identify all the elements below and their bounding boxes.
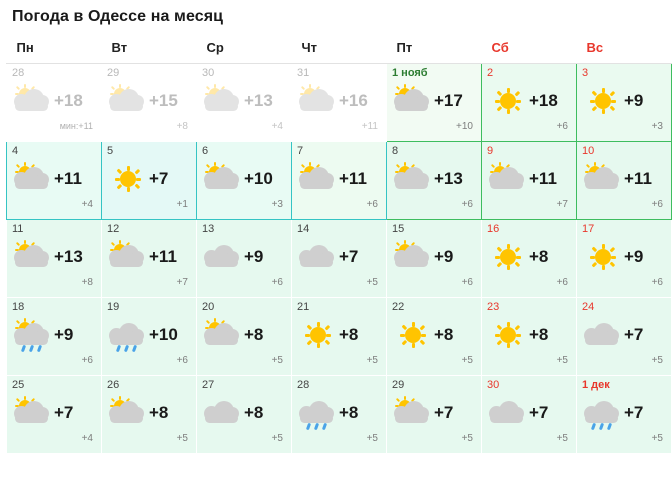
day-number: 24 xyxy=(582,301,595,313)
day-max-temp: +11 xyxy=(529,169,557,188)
page-title: Погода в Одессе на месяц xyxy=(12,8,224,25)
calendar-day-cell[interactable] xyxy=(102,142,197,220)
day-min-temp: +5 xyxy=(651,433,663,444)
day-number: 8 xyxy=(392,145,399,157)
day-max-temp: +13 xyxy=(434,169,463,188)
cloud-icon xyxy=(202,238,242,276)
weekday-header-5: Сб xyxy=(482,32,577,64)
calendar-day-cell[interactable] xyxy=(102,376,197,454)
sun-cloud-icon xyxy=(12,82,52,120)
day-max-temp: +8 xyxy=(529,325,549,344)
day-weather xyxy=(487,237,572,277)
weekday-header-6: Вс xyxy=(577,32,672,64)
calendar-day-cell[interactable] xyxy=(387,298,482,376)
day-number: 20 xyxy=(202,301,215,313)
calendar-day-cell[interactable] xyxy=(7,64,102,142)
day-number: 4 xyxy=(12,145,19,157)
day-max-temp: +8 xyxy=(529,247,549,266)
day-min-temp: +6 xyxy=(556,277,568,288)
day-max-temp: +9 xyxy=(624,247,644,266)
calendar-day-cell[interactable] xyxy=(577,298,672,376)
day-max-temp: +11 xyxy=(54,169,82,188)
calendar-day-cell[interactable] xyxy=(482,298,577,376)
day-number: 14 xyxy=(297,223,310,235)
day-number: 30 xyxy=(487,379,500,391)
day-min-temp: мин:+11 xyxy=(59,121,93,131)
day-number: 22 xyxy=(392,301,405,313)
day-min-temp: +5 xyxy=(461,355,473,366)
day-weather xyxy=(202,237,287,277)
day-max-temp: +7 xyxy=(54,403,74,422)
sun-cloud-icon xyxy=(392,394,432,432)
sun-cloud-icon xyxy=(392,82,432,120)
day-min-temp: +4 xyxy=(81,199,93,210)
day-max-temp: +13 xyxy=(244,91,273,110)
cloud-rain-icon xyxy=(297,394,337,432)
calendar-week-row xyxy=(7,142,672,220)
sun-icon xyxy=(297,316,337,354)
day-weather xyxy=(12,315,97,355)
cloud-rain-icon xyxy=(582,394,622,432)
day-number: 3 xyxy=(582,67,589,79)
sun-icon xyxy=(107,160,147,198)
sun-cloud-icon xyxy=(12,394,52,432)
day-number: 29 xyxy=(392,379,405,391)
day-max-temp: +8 xyxy=(339,325,359,344)
day-min-temp: +5 xyxy=(176,433,188,444)
sun-cloud-icon xyxy=(297,160,337,198)
sun-cloud-icon xyxy=(392,160,432,198)
day-number: 9 xyxy=(487,145,494,157)
cloud-rain-icon xyxy=(107,316,147,354)
weekday-header-row xyxy=(7,32,672,64)
day-min-temp: +1 xyxy=(176,199,188,210)
calendar-day-cell[interactable] xyxy=(197,376,292,454)
weekday-header-2: Ср xyxy=(197,32,292,64)
cloud-icon xyxy=(487,394,527,432)
day-min-temp: +6 xyxy=(81,355,93,366)
weekday-header-3: Чт xyxy=(292,32,387,64)
day-weather xyxy=(392,159,477,199)
day-weather xyxy=(107,237,192,277)
calendar-day-cell[interactable] xyxy=(7,142,102,220)
calendar-day-cell[interactable] xyxy=(292,142,387,220)
day-number: 17 xyxy=(582,223,595,235)
calendar-day-cell[interactable] xyxy=(387,64,482,142)
day-number: 28 xyxy=(12,67,25,79)
day-min-temp: +5 xyxy=(366,433,378,444)
calendar-week-row xyxy=(7,64,672,142)
sun-cloud-icon xyxy=(582,160,622,198)
calendar-day-cell[interactable] xyxy=(387,220,482,298)
day-number: 29 xyxy=(107,67,120,79)
calendar-day-cell[interactable] xyxy=(292,64,387,142)
calendar-day-cell[interactable] xyxy=(482,142,577,220)
day-weather xyxy=(582,393,667,433)
day-min-temp: +6 xyxy=(651,277,663,288)
day-number: 1 дек xyxy=(582,379,610,391)
sun-icon xyxy=(487,238,527,276)
calendar-week-row xyxy=(7,376,672,454)
day-weather xyxy=(12,81,97,121)
day-max-temp: +10 xyxy=(149,325,178,344)
calendar-day-cell[interactable] xyxy=(102,64,197,142)
day-max-temp: +7 xyxy=(434,403,454,422)
sun-cloud-icon xyxy=(12,160,52,198)
day-weather xyxy=(582,315,667,355)
day-weather xyxy=(582,81,667,121)
day-weather xyxy=(487,315,572,355)
day-number: 28 xyxy=(297,379,310,391)
cloud-icon xyxy=(582,316,622,354)
calendar-day-cell[interactable] xyxy=(482,64,577,142)
calendar-day-cell[interactable] xyxy=(102,220,197,298)
calendar-day-cell[interactable] xyxy=(577,220,672,298)
sun-cloud-icon xyxy=(202,82,242,120)
calendar-day-cell[interactable] xyxy=(197,298,292,376)
day-number: 12 xyxy=(107,223,120,235)
day-min-temp: +6 xyxy=(366,199,378,210)
cloud-icon xyxy=(297,238,337,276)
day-number: 13 xyxy=(202,223,215,235)
day-max-temp: +15 xyxy=(149,91,178,110)
day-weather xyxy=(582,237,667,277)
calendar-day-cell[interactable] xyxy=(7,376,102,454)
day-weather xyxy=(392,81,477,121)
sun-cloud-icon xyxy=(107,394,147,432)
day-max-temp: +7 xyxy=(339,247,359,266)
sun-cloud-rain-icon xyxy=(12,316,52,354)
day-min-temp: +7 xyxy=(176,277,188,288)
day-number: 5 xyxy=(107,145,114,157)
day-number: 21 xyxy=(297,301,310,313)
day-min-temp: +5 xyxy=(271,433,283,444)
calendar-day-cell[interactable] xyxy=(7,298,102,376)
sun-icon xyxy=(487,82,527,120)
day-weather xyxy=(297,315,382,355)
day-max-temp: +11 xyxy=(624,169,652,188)
day-max-temp: +9 xyxy=(244,247,264,266)
day-min-temp: +4 xyxy=(81,433,93,444)
day-weather xyxy=(297,159,382,199)
day-max-temp: +8 xyxy=(339,403,359,422)
day-max-temp: +9 xyxy=(54,325,74,344)
day-max-temp: +10 xyxy=(244,169,273,188)
sun-cloud-icon xyxy=(107,238,147,276)
day-min-temp: +6 xyxy=(461,199,473,210)
day-weather xyxy=(107,393,192,433)
day-weather xyxy=(202,315,287,355)
sun-cloud-icon xyxy=(12,238,52,276)
day-max-temp: +8 xyxy=(434,325,454,344)
day-number: 2 xyxy=(487,67,494,79)
sun-icon xyxy=(582,82,622,120)
calendar-day-cell[interactable] xyxy=(577,64,672,142)
day-weather xyxy=(392,237,477,277)
day-min-temp: +3 xyxy=(651,121,663,132)
calendar-week-row xyxy=(7,220,672,298)
day-weather xyxy=(392,393,477,433)
day-weather xyxy=(582,159,667,199)
sun-cloud-icon xyxy=(392,238,432,276)
day-number: 19 xyxy=(107,301,120,313)
calendar-day-cell[interactable] xyxy=(292,298,387,376)
sun-cloud-icon xyxy=(107,82,147,120)
day-weather xyxy=(297,393,382,433)
day-min-temp: +5 xyxy=(366,355,378,366)
calendar-day-cell[interactable] xyxy=(102,298,197,376)
sun-cloud-icon xyxy=(297,82,337,120)
calendar-day-cell[interactable] xyxy=(482,220,577,298)
day-max-temp: +7 xyxy=(529,403,549,422)
day-weather xyxy=(392,315,477,355)
day-weather xyxy=(202,159,287,199)
day-min-temp: +11 xyxy=(361,121,378,132)
day-weather xyxy=(107,159,192,199)
sun-icon xyxy=(582,238,622,276)
sun-cloud-icon xyxy=(202,316,242,354)
day-weather xyxy=(487,393,572,433)
calendar-day-cell[interactable] xyxy=(197,220,292,298)
calendar-day-cell[interactable] xyxy=(577,142,672,220)
day-weather xyxy=(12,237,97,277)
sun-icon xyxy=(392,316,432,354)
day-min-temp: +6 xyxy=(271,277,283,288)
day-number: 23 xyxy=(487,301,500,313)
cloud-icon xyxy=(202,394,242,432)
day-number: 6 xyxy=(202,145,209,157)
weekday-header-0: Пн xyxy=(7,32,102,64)
day-min-temp: +4 xyxy=(271,121,283,132)
day-weather xyxy=(202,81,287,121)
day-number: 11 xyxy=(12,223,24,235)
day-min-temp: +7 xyxy=(556,199,568,210)
day-number: 10 xyxy=(582,145,595,157)
calendar-day-cell[interactable] xyxy=(387,142,482,220)
day-number: 18 xyxy=(12,301,25,313)
day-max-temp: +7 xyxy=(149,169,169,188)
day-max-temp: +8 xyxy=(149,403,169,422)
day-min-temp: +3 xyxy=(271,199,283,210)
day-min-temp: +5 xyxy=(271,355,283,366)
calendar-day-cell[interactable] xyxy=(482,376,577,454)
day-min-temp: +5 xyxy=(366,277,378,288)
calendar-week-row xyxy=(7,298,672,376)
day-max-temp: +7 xyxy=(624,403,644,422)
day-weather xyxy=(12,393,97,433)
day-weather xyxy=(297,237,382,277)
day-weather xyxy=(487,159,572,199)
day-number: 1 нояб xyxy=(392,67,428,79)
day-number: 16 xyxy=(487,223,500,235)
day-max-temp: +9 xyxy=(624,91,644,110)
calendar-day-cell[interactable] xyxy=(387,376,482,454)
sun-cloud-icon xyxy=(202,160,242,198)
day-min-temp: +5 xyxy=(461,433,473,444)
day-max-temp: +17 xyxy=(434,91,463,110)
calendar-day-cell[interactable] xyxy=(292,220,387,298)
calendar-day-cell[interactable] xyxy=(577,376,672,454)
sun-icon xyxy=(487,316,527,354)
day-min-temp: +5 xyxy=(556,433,568,444)
day-weather xyxy=(12,159,97,199)
day-weather xyxy=(487,81,572,121)
day-number: 15 xyxy=(392,223,405,235)
day-max-temp: +16 xyxy=(339,91,368,110)
day-max-temp: +18 xyxy=(54,91,83,110)
day-max-temp: +9 xyxy=(434,247,454,266)
day-number: 31 xyxy=(297,67,310,79)
day-number: 26 xyxy=(107,379,120,391)
month-calendar xyxy=(6,32,672,454)
day-min-temp: +6 xyxy=(176,355,188,366)
day-max-temp: +11 xyxy=(339,169,367,188)
day-max-temp: +8 xyxy=(244,325,264,344)
day-weather xyxy=(297,81,382,121)
day-max-temp: +11 xyxy=(149,247,177,266)
day-max-temp: +7 xyxy=(624,325,644,344)
calendar-day-cell[interactable] xyxy=(197,142,292,220)
day-number: 7 xyxy=(297,145,304,157)
day-min-temp: +10 xyxy=(456,121,473,132)
weekday-header-1: Вт xyxy=(102,32,197,64)
day-min-temp: +6 xyxy=(556,121,568,132)
day-min-temp: +6 xyxy=(461,277,473,288)
day-min-temp: +8 xyxy=(176,121,188,132)
calendar-day-cell[interactable] xyxy=(197,64,292,142)
day-min-temp: +5 xyxy=(556,355,568,366)
weekday-header-4: Пт xyxy=(387,32,482,64)
day-min-temp: +5 xyxy=(651,355,663,366)
day-max-temp: +18 xyxy=(529,91,558,110)
day-number: 30 xyxy=(202,67,215,79)
day-number: 27 xyxy=(202,379,215,391)
calendar-day-cell[interactable] xyxy=(7,220,102,298)
sun-cloud-icon xyxy=(487,160,527,198)
day-weather xyxy=(107,315,192,355)
day-min-temp: +8 xyxy=(81,277,93,288)
day-min-temp: +6 xyxy=(651,199,663,210)
day-weather xyxy=(107,81,192,121)
day-number: 25 xyxy=(12,379,25,391)
calendar-day-cell[interactable] xyxy=(292,376,387,454)
day-weather xyxy=(202,393,287,433)
day-max-temp: +8 xyxy=(244,403,264,422)
day-max-temp: +13 xyxy=(54,247,83,266)
